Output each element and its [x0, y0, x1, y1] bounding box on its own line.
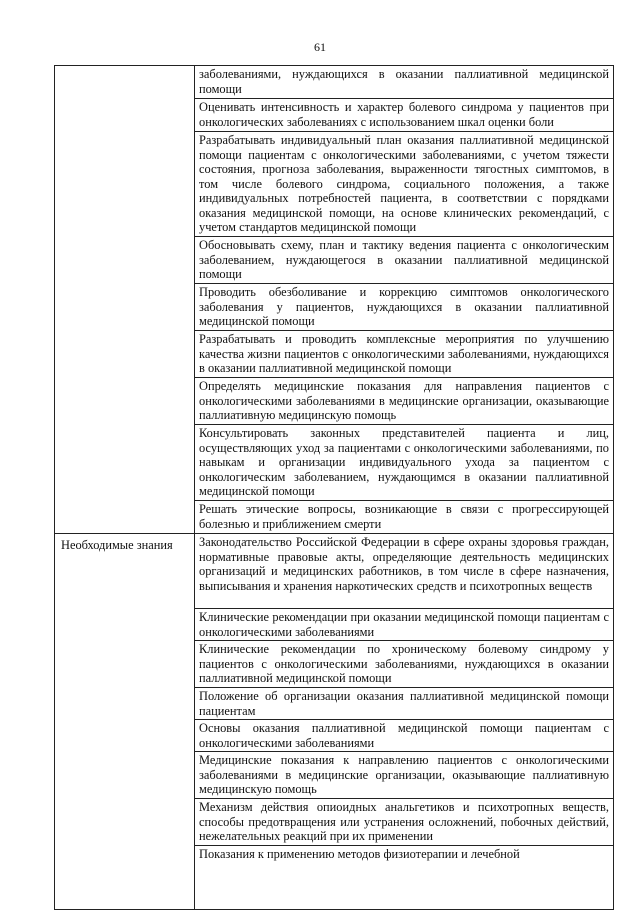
page-number: 61: [314, 40, 326, 54]
knowledge-item: Клинические рекомендации при оказании медицинской помощи пациентам с онкологическими заболеваниями: [195, 609, 613, 641]
competency-table: [54, 65, 614, 910]
skills-label-cell: [55, 66, 195, 534]
knowledge-item: Положение об организации оказания паллиативной медицинской помощи пациентам: [195, 688, 613, 720]
knowledge-item: Показания к применению методов физиотерапии и лечебной: [199, 847, 520, 861]
skill-item: Решать этические вопросы, возникающие в связи с прогрессирующей болезнью и приближением смерти: [199, 502, 609, 531]
knowledge-list-cell: [195, 534, 614, 910]
knowledge-item: Законодательство Российской Федерации в сфере охраны здоровья граждан, нормативные правовые акты, определяющие деятельность медицинских организаций и медицинских работников, в том числе в сфере назначения, выписывания и хранения наркотических средств и психотропных веществ: [195, 534, 613, 609]
skill-item: Разрабатывать индивидуальный план оказания паллиативной медицинской помощи пациентам с онкологическими заболеваниями, с учетом тяжести состояния, прогноза заболевания, выраженности тягостных симптомов, в том числе болевого синдрома, социального положения, а также индивидуальных потребностей пациента, в соответствии с порядками оказания медицинской помощи, на основе клинических рекомендаций, с учетом стандартов медицинской помощи: [195, 132, 613, 237]
knowledge-item: Механизм действия опиоидных анальгетиков и психотропных веществ, способы предотвращения или устранения осложнений, побочных действий, нежелательных реакций при их применении: [195, 799, 613, 846]
knowledge-item: Клинические рекомендации по хроническому болевому синдрому у пациентов с онкологическими заболеваниями, нуждающихся в оказании паллиативной медицинской помощи: [195, 641, 613, 688]
skill-item: Обосновывать схему, план и тактику ведения пациента с онкологическим заболеванием, нуждающегося в оказании паллиативной медицинской помощи: [195, 237, 613, 284]
knowledge-item: Медицинские показания к направлению пациентов с онкологическими заболеваниями в медицинские организации, оказывающие паллиативную медицинскую помощь: [195, 752, 613, 799]
skills-row: [55, 66, 614, 534]
knowledge-label: Необходимые знания: [55, 534, 195, 910]
knowledge-row: [55, 534, 614, 910]
knowledge-item: Основы оказания паллиативной медицинской помощи пациентам с онкологическими заболеваниями: [195, 720, 613, 752]
skill-item: Оценивать интенсивность и характер болевого синдрома у пациентов при онкологических заболеваниях с использованием шкал оценки боли: [195, 99, 613, 132]
skill-item: заболеваниями, нуждающихся в оказании паллиативной медицинской помощи: [195, 66, 613, 99]
skills-list-cell: [195, 66, 614, 534]
skill-item: Проводить обезболивание и коррекцию симптомов онкологического заболевания у пациентов, нуждающихся в оказании паллиативной медицинской помощи: [195, 284, 613, 331]
skill-item: Консультировать законных представителей пациента и лиц, осуществляющих уход за пациентами с онкологическими заболеваниями, по навыкам и организации индивидуального ухода за пациентом с онкологическим заболеванием, нуждающимся в оказании паллиативной медицинской помощи: [195, 425, 613, 501]
skill-item: Разрабатывать и проводить комплексные мероприятия по улучшению качества жизни пациентов с онкологическими заболеваниями, нуждающихся в оказании паллиативной медицинской помощи: [195, 331, 613, 378]
skill-item: Определять медицинские показания для направления пациентов с онкологическими заболеваниями в медицинские организации, оказывающие паллиативную медицинскую помощь: [195, 378, 613, 425]
